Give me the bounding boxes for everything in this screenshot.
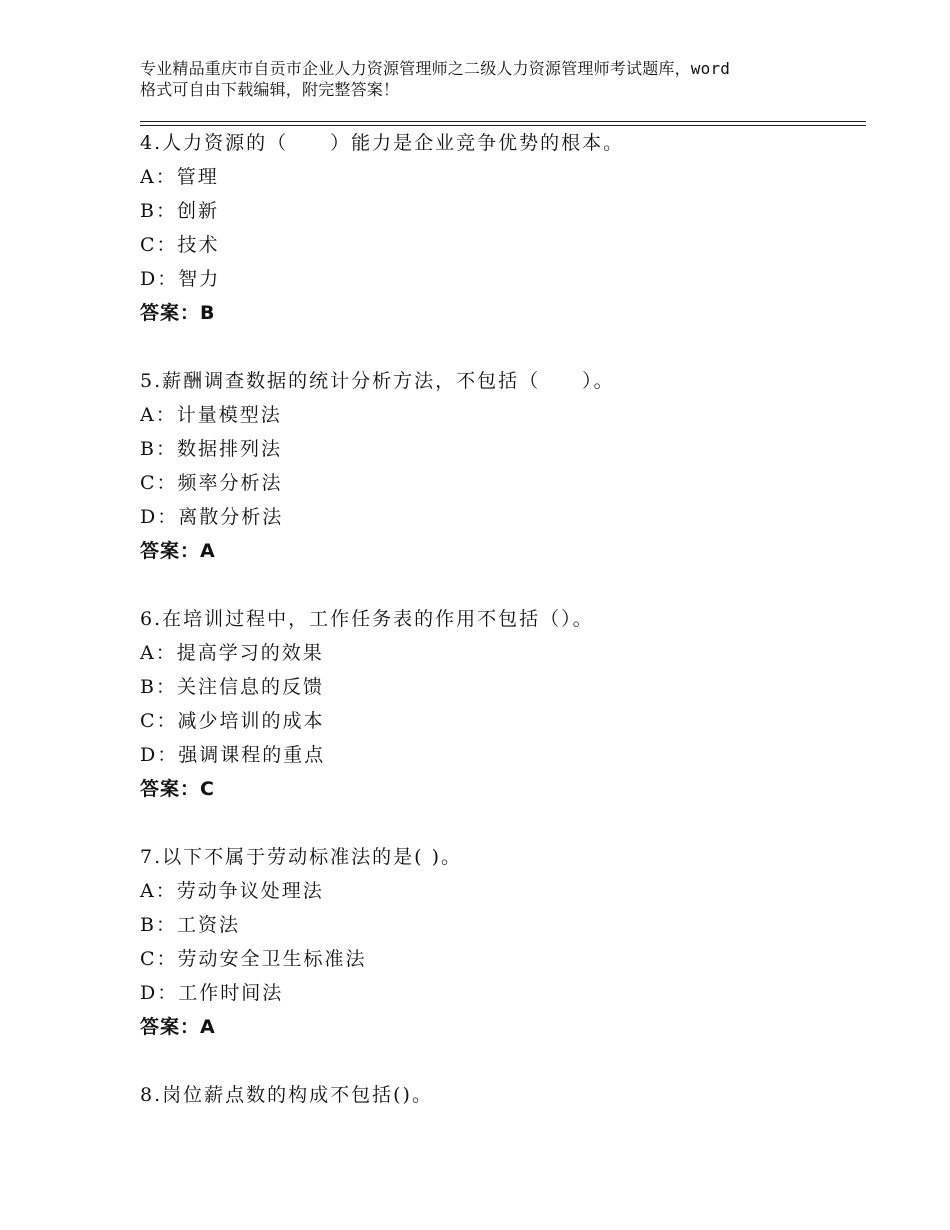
header-rule-top [140,121,866,122]
page-header [140,58,840,100]
option-b: B：数据排列法 [140,438,282,460]
option-a: A：计量模型法 [140,404,282,426]
option-d: D：离散分析法 [140,506,284,528]
option-a: A：劳动争议处理法 [140,880,324,902]
question-title: 8.岗位薪点数的构成不包括()。 [140,1084,433,1106]
answer: 答案：B [140,302,216,324]
answer: 答案：A [140,540,216,562]
header-line-1: 专业精品重庆市自贡市企业人力资源管理师之二级人力资源管理师考试题库，word [140,59,731,78]
question-gap [140,1044,860,1078]
option-b: B：创新 [140,200,219,222]
question-gap [140,330,860,364]
question-title: 6.在培训过程中，工作任务表的作用不包括（）。 [140,608,594,630]
question-gap [140,806,860,840]
option-d: D：工作时间法 [140,982,284,1004]
question-4 [140,126,860,330]
question-gap [140,568,860,602]
question-7 [140,840,860,1044]
option-c: C：劳动安全卫生标准法 [140,948,367,970]
option-b: B：关注信息的反馈 [140,676,324,698]
question-5 [140,364,860,568]
option-d: D：强调课程的重点 [140,744,326,766]
option-a: A：提高学习的效果 [140,642,324,664]
question-6 [140,602,860,806]
answer: 答案：C [140,778,215,800]
question-list [140,126,860,1112]
question-title: 4.人力资源的（ ）能力是企业竞争优势的根本。 [140,132,625,154]
question-title: 5.薪酬调查数据的统计分析方法，不包括（ ）。 [140,370,615,392]
answer: 答案：A [140,1016,216,1038]
option-c: C：技术 [140,234,220,256]
question-8 [140,1078,860,1112]
option-c: C：频率分析法 [140,472,283,494]
option-b: B：工资法 [140,914,240,936]
question-title: 7.以下不属于劳动标准法的是( )。 [140,846,462,868]
option-a: A：管理 [140,166,219,188]
header-line-2: 格式可自由下载编辑，附完整答案！ [140,80,400,99]
option-d: D：智力 [140,268,221,290]
option-c: C：减少培训的成本 [140,710,325,732]
